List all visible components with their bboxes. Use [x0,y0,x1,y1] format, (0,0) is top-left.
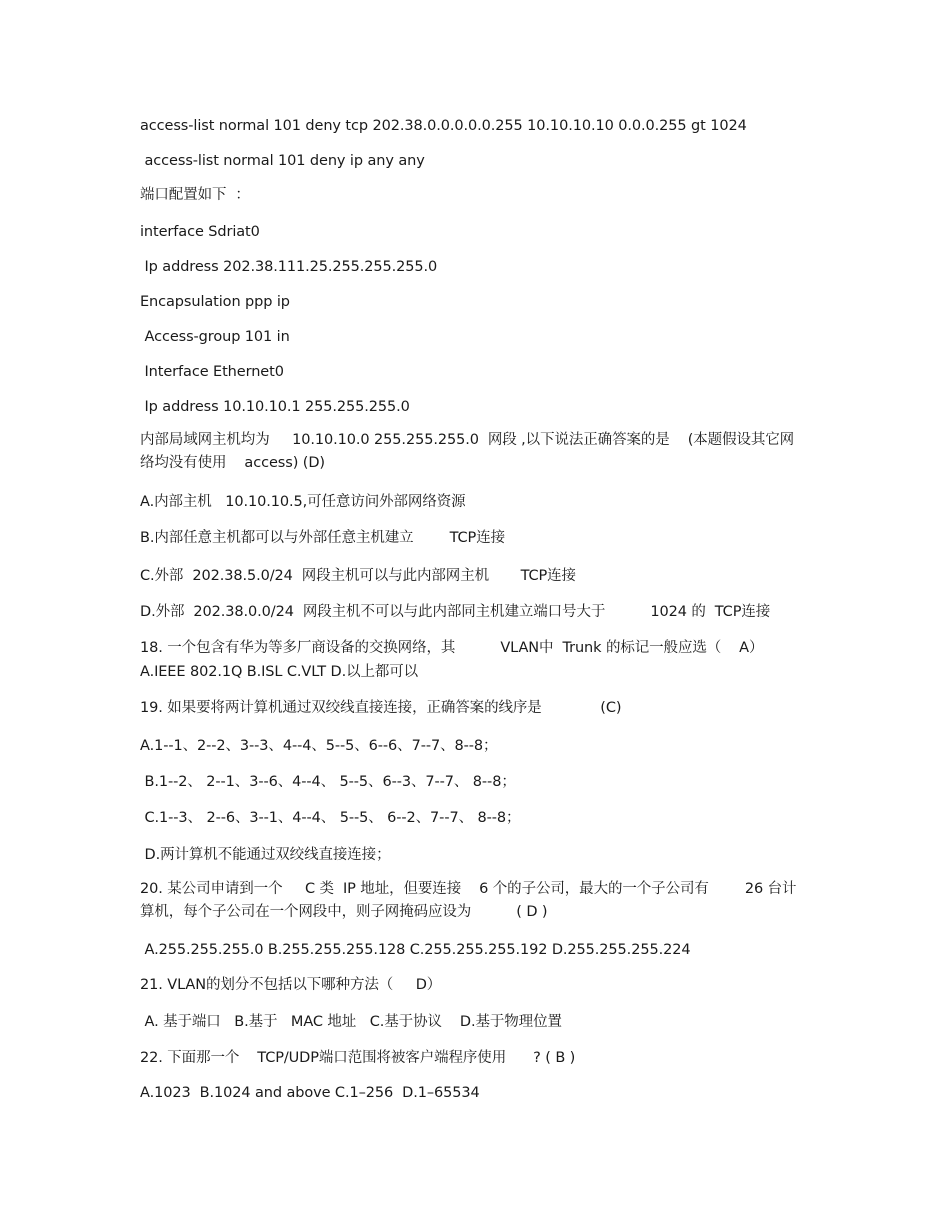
config-ip-address-1: Ip address 202.38.111.25.255.255.255.0 [140,259,438,275]
q18-options: A.IEEE 802.1Q B.ISL C.VLT D.以上都可以 [140,664,419,680]
question-22-stem: 22. 下面那一个 TCP/UDP端口范围将被客户端程序使用 ? ( B ) [140,1050,576,1066]
config-access-group: Access-group 101 in [140,329,290,345]
q19-option-b: B.1--2、 2--1、3--6、4--4、 5--5、6--3、7--7、 8--8； [140,774,516,790]
question-21-stem: 21. VLAN的划分不包括以下哪种方法（ D） [140,977,442,993]
acl-line-2: access-list normal 101 deny ip any any [140,153,425,169]
q17-option-d: D.外部 202.38.0.0/24 网段主机不可以与此内部同主机建立端口号大于 1024 的 TCP连接 [140,604,771,620]
port-config-heading: 端口配置如下 ： [140,187,250,203]
q17-option-a: A.内部主机 10.10.10.5,可任意访问外部网络资源 [140,494,466,510]
q20-options: A.255.255.255.0 B.255.255.255.128 C.255.255.255.192 D.255.255.255.224 [140,942,691,958]
q17-option-c: C.外部 202.38.5.0/24 网段主机可以与此内部网主机 TCP连接 [140,568,576,584]
q19-option-c: C.1--3、 2--6、3--1、4--4、 5--5、 6--2、7--7、 8--8； [140,810,521,826]
config-ip-address-2: Ip address 10.10.10.1 255.255.255.0 [140,399,410,415]
q17-option-b: B.内部任意主机都可以与外部任意主机建立 TCP连接 [140,530,506,546]
q21-options: A. 基于端口 B.基于 MAC 地址 C.基于协议 D.基于物理位置 [140,1014,562,1030]
q19-option-d: D.两计算机不能通过双绞线直接连接； [140,847,391,863]
config-interface-ethernet: Interface Ethernet0 [140,364,284,380]
config-encapsulation: Encapsulation ppp ip [140,294,290,310]
q19-option-a: A.1--1、2--2、3--3、4--4、5--5、6--6、7--7、8--8； [140,738,498,754]
question-19-stem: 19. 如果要将两计算机通过双绞线直接连接，正确答案的线序是 (C) [140,700,622,716]
question-18-stem: 18. 一个包含有华为等多厂商设备的交换网络，其 VLAN中 Trunk 的标记一般应选（ A） [140,640,764,656]
q22-options: A.1023 B.1024 and above C.1–256 D.1–65534 [140,1085,480,1101]
question-20-stem: 20. 某公司申请到一个 C 类 IP 地址，但要连接 6 个的子公司，最大的一个子公司有 26 台计算机，每个子公司在一个网段中，则子网掩码应设为 ( D ) [140,881,797,920]
question-17-stem: 内部局域网主机均为 10.10.10.0 255.255.255.0 网段 ,以下说法正确答案的是 (本题假设其它网络均没有使用 access) (D) [140,432,795,471]
config-interface-serial: interface Sdriat0 [140,224,260,240]
acl-line-1: access-list normal 101 deny tcp 202.38.0.0.0.0.0.255 10.10.10.10 0.0.0.255 gt 1024 [140,118,747,134]
